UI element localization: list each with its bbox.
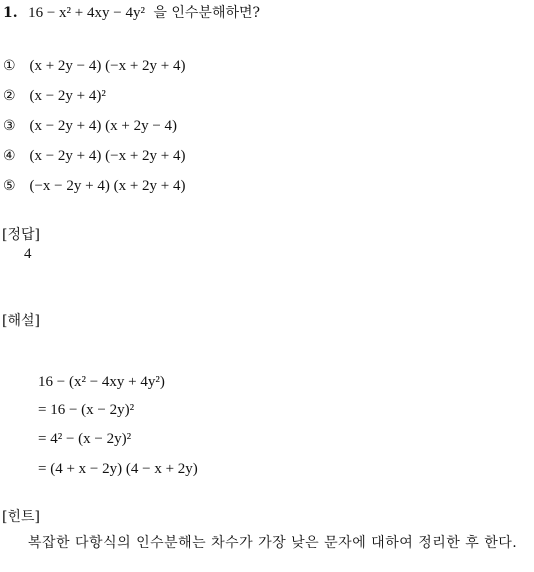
choice-2 <box>3 88 106 105</box>
hint-label: [힌트] <box>2 509 40 525</box>
hint-text: 복잡한 다항식의 인수분해는 차수가 가장 낮은 문자에 대하여 정리한 후 한다. <box>28 535 518 551</box>
choice-4-mark: ④ <box>3 148 16 164</box>
question <box>3 2 260 22</box>
choice-3-mark: ③ <box>3 118 16 134</box>
explanation-line-1: 16 − (x² − 4xy + 4y²) <box>38 374 165 390</box>
explanation-line-2: = 16 − (x − 2y)² <box>38 402 135 418</box>
choice-5-mark: ⑤ <box>3 178 16 194</box>
choice-5 <box>3 178 185 195</box>
choice-1-mark: ① <box>3 58 16 74</box>
answer-value: 4 <box>24 246 32 262</box>
choice-4-expr: (x − 2y + 4) (−x + 2y + 4) <box>29 148 186 164</box>
choice-4 <box>3 148 185 165</box>
explanation-line-4: = (4 + x − 2y) (4 − x + 2y) <box>38 461 198 477</box>
explanation-label: [해설] <box>2 313 40 329</box>
choice-2-mark: ② <box>3 88 16 104</box>
choice-3 <box>3 118 177 135</box>
question-text: 을 인수분해하면? <box>153 5 261 21</box>
question-math: 16 − x² + 4xy − 4y² <box>28 5 145 21</box>
choice-1 <box>3 58 185 75</box>
choice-3-expr: (x − 2y + 4) (x + 2y − 4) <box>29 118 178 134</box>
question-number: 1. <box>3 5 18 21</box>
answer-label: [정답] <box>2 227 40 243</box>
choice-2-expr: (x − 2y + 4)² <box>29 88 106 104</box>
explanation-line-3: = 4² − (x − 2y)² <box>38 431 132 447</box>
choice-1-expr: (x + 2y − 4) (−x + 2y + 4) <box>29 58 186 74</box>
choice-5-expr: (−x − 2y + 4) (x + 2y + 4) <box>29 178 186 194</box>
